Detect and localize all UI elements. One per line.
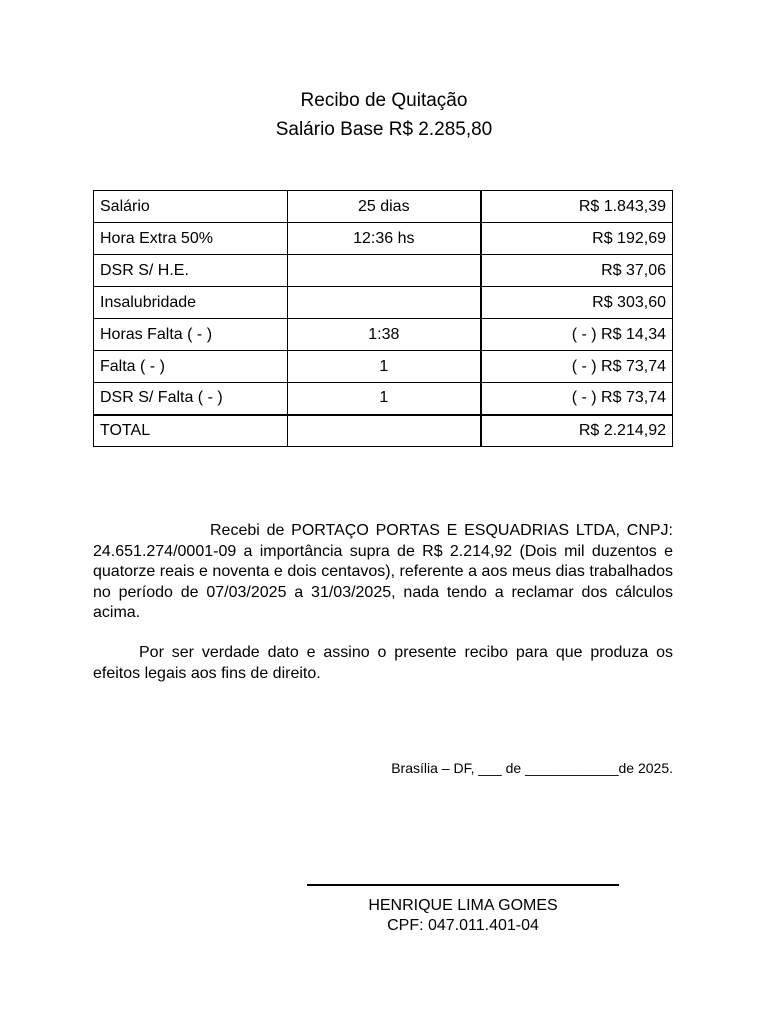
reference-cell: 12:36 hs	[287, 223, 481, 255]
reference-cell: 25 dias	[287, 191, 481, 223]
place-and-date: Brasília – DF, ___ de ____________de 2025.	[391, 760, 673, 776]
item-cell: Hora Extra 50%	[94, 223, 288, 255]
reference-cell	[287, 255, 481, 287]
value-cell: ( - ) R$ 73,74	[481, 351, 673, 383]
total-row	[94, 415, 673, 447]
document-header	[0, 86, 768, 144]
reference-cell: 1:38	[287, 319, 481, 351]
item-cell: Salário	[94, 191, 288, 223]
value-cell: R$ 37,06	[481, 255, 673, 287]
reference-cell: 1	[287, 351, 481, 383]
table-row	[94, 351, 673, 383]
document-title: Recibo de Quitação	[300, 90, 468, 111]
table-row	[94, 191, 673, 223]
item-cell: DSR S/ Falta ( - )	[94, 383, 288, 415]
total-reference-cell	[287, 415, 481, 447]
receipt-declaration-paragraph: Recebi de PORTAÇO PORTAS E ESQUADRIAS LTDA, CNPJ: 24.651.274/0001-09 a importância supra de R$ 2.214,92 (Dois mil duzentos e quatorze reais e noventa e dois centavos), referente a aos meus dias trabalhados no período de 07/03/2025 a 31/03/2025, nada tendo a reclamar dos cálculos acima.	[93, 522, 673, 621]
value-cell: R$ 303,60	[481, 287, 673, 319]
payment-table	[93, 190, 673, 447]
signature-block	[307, 896, 619, 936]
table-row	[94, 383, 673, 415]
signer-name: HENRIQUE LIMA GOMES	[368, 897, 558, 914]
item-cell: Falta ( - )	[94, 351, 288, 383]
table-row	[94, 223, 673, 255]
value-cell: ( - ) R$ 14,34	[481, 319, 673, 351]
item-cell: Insalubridade	[94, 287, 288, 319]
legal-effects-paragraph: Por ser verdade dato e assino o presente recibo para que produza os efeitos legais aos fins de direito.	[93, 644, 673, 682]
table-row	[94, 319, 673, 351]
signature-line	[307, 884, 619, 886]
reference-cell: 1	[287, 383, 481, 415]
value-cell: ( - ) R$ 73,74	[481, 383, 673, 415]
item-cell: DSR S/ H.E.	[94, 255, 288, 287]
value-cell: R$ 1.843,39	[481, 191, 673, 223]
item-cell: Horas Falta ( - )	[94, 319, 288, 351]
signer-cpf: CPF: 047.011.401-04	[387, 917, 539, 934]
table-row	[94, 287, 673, 319]
total-value: R$ 2.214,92	[481, 415, 673, 447]
table-row	[94, 255, 673, 287]
base-salary-subtitle: Salário Base R$ 2.285,80	[275, 119, 493, 140]
total-label: TOTAL	[94, 415, 288, 447]
reference-cell	[287, 287, 481, 319]
value-cell: R$ 192,69	[481, 223, 673, 255]
